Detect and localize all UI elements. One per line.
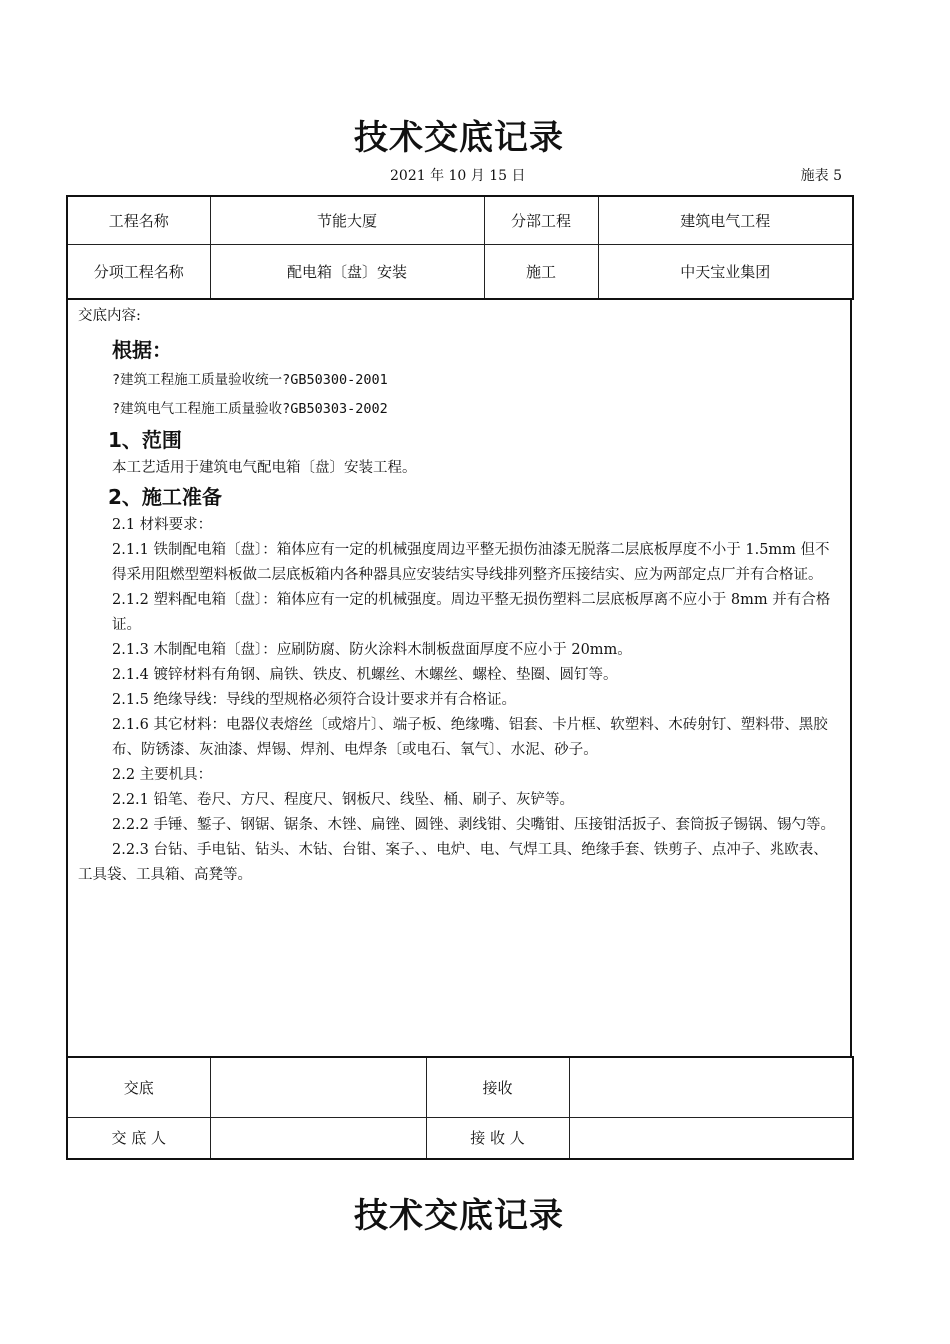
receive-person-label: 接 收 人 <box>426 1117 569 1159</box>
receive-label: 接收 <box>426 1057 569 1117</box>
table-row <box>67 1117 853 1159</box>
briefing-content <box>66 298 852 1056</box>
contractor-label: 施工 <box>484 244 598 299</box>
handover-label: 交底 <box>67 1057 210 1117</box>
table-row <box>67 1057 853 1117</box>
table-row <box>67 196 853 244</box>
project-info-table <box>66 195 854 300</box>
division-value: 建筑电气工程 <box>598 196 853 244</box>
para-2-1-5: 2.1.5 绝缘导线：导线的型规格必须符合设计要求并有合格证。 <box>112 692 517 708</box>
form-number: 施表 5 <box>800 168 842 184</box>
content-label: 交底内容: <box>78 308 141 324</box>
subitem-label: 分项工程名称 <box>67 244 210 299</box>
document-title-repeat: 技术交底记录 <box>354 1196 564 1236</box>
scope-heading: 1、范围 <box>108 428 182 452</box>
signature-table <box>66 1056 854 1160</box>
para-2-1-3: 2.1.3 木制配电箱〔盘〕：应刷防腐、防火涂料木制板盘面厚度不应小于 20mm。 <box>112 642 632 658</box>
materials-heading: 2.1 材料要求： <box>112 517 213 533</box>
para-2-1-1: 2.1.1 铁制配电箱〔盘〕：箱体应有一定的机械强度周边平整无损伤油漆无脱落二层底板厚度不小于 1.5mm 但不得采用阻燃型塑料板做二层底板箱内各种器具应安装结实导线排列整齐压接结实、应为两部定点厂并有合格证。 <box>112 542 830 583</box>
project-name-value: 节能大厦 <box>210 196 484 244</box>
receive-person-field <box>569 1117 853 1159</box>
handover-person-label: 交 底 人 <box>67 1117 210 1159</box>
prep-heading: 2、施工准备 <box>108 485 222 509</box>
para-2-1-2: 2.1.2 塑料配电箱〔盘〕：箱体应有一定的机械强度。周边平整无损伤塑料二层底板厚离不应小于 8mm 并有合格证。 <box>112 592 831 633</box>
subitem-value: 配电箱〔盘〕安装 <box>210 244 484 299</box>
receive-signature-field <box>569 1057 853 1117</box>
document-title: 技术交底记录 <box>354 118 564 158</box>
table-row <box>67 244 853 299</box>
handover-person-field <box>210 1117 426 1159</box>
project-name-label: 工程名称 <box>67 196 210 244</box>
document-date: 2021 年 10 月 15 日 <box>390 168 526 184</box>
para-2-1-4: 2.1.4 镀锌材料有角钢、扁铁、铁皮、机螺丝、木螺丝、螺栓、垫圈、圆钉等。 <box>112 667 618 683</box>
basis-heading: 根据： <box>112 338 172 362</box>
para-2-2-2: 2.2.2 手锤、錾子、钢锯、锯条、木锉、扁锉、圆锉、剥线钳、尖嘴钳、压接钳活扳子、套筒扳子锡锅、锡勺等。 <box>112 817 835 833</box>
scope-text: 本工艺适用于建筑电气配电箱〔盘〕安装工程。 <box>112 460 417 476</box>
para-2-2-1: 2.2.1 铅笔、卷尺、方尺、程度尺、钢板尺、线坠、桶、刷子、灰铲等。 <box>112 792 575 808</box>
standard-1: ?建筑工程施工质量验收统一?GB50300-2001 <box>112 372 388 388</box>
contractor-value: 中天宝业集团 <box>598 244 853 299</box>
handover-signature-field <box>210 1057 426 1117</box>
para-2-1-6: 2.1.6 其它材料：电器仪表熔丝〔或熔片〕、端子板、绝缘嘴、铝套、卡片框、软塑料、木砖射钉、塑料带、黑胶布、防锈漆、灰油漆、焊锡、焊剂、电焊条〔或电石、氧气〕、水泥、砂子。 <box>112 717 828 758</box>
tools-heading: 2.2 主要机具： <box>112 767 213 783</box>
division-label: 分部工程 <box>484 196 598 244</box>
standard-2: ?建筑电气工程施工质量验收?GB50303-2002 <box>112 401 388 417</box>
para-2-2-3: 2.2.3 台钻、手电钻、钻头、木钻、台钳、案子、、电炉、电、气焊工具、绝缘手套、铁剪子、点冲子、兆欧表、工具袋、工具箱、高凳等。 <box>78 842 828 883</box>
